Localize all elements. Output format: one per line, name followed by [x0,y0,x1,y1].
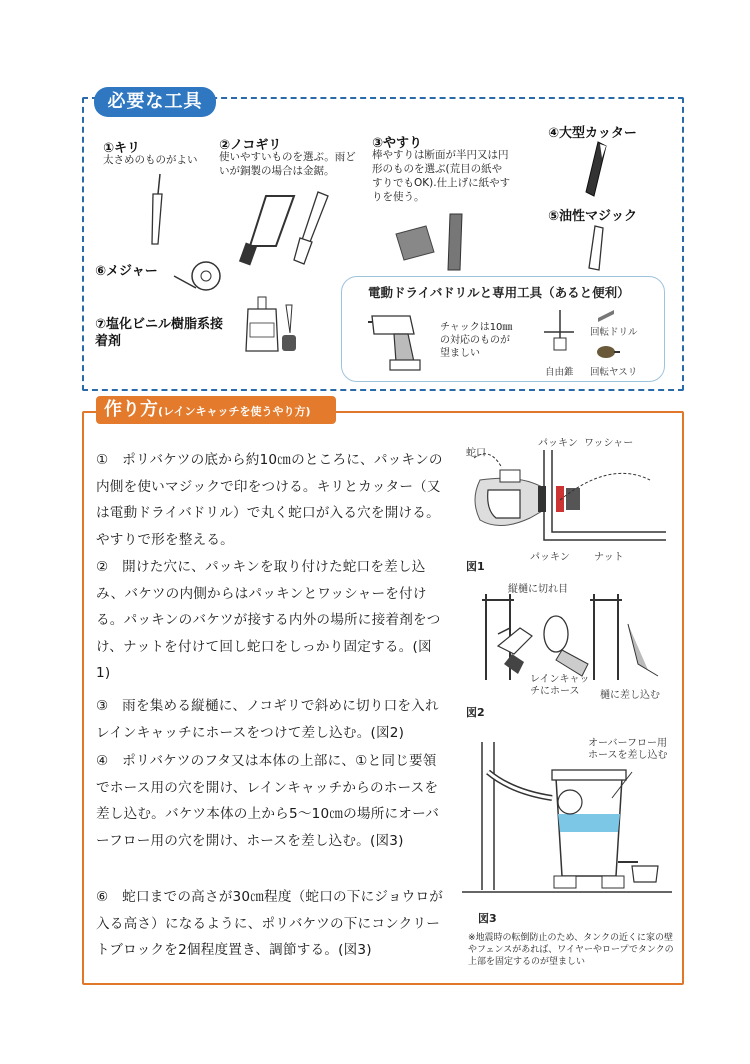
drill-note: チャックは10㎜の対応のものが望ましい [440,322,513,359]
method-title-main: 作り方 [104,399,158,420]
fig1-label-nut: ナット [594,552,624,563]
drill-bit-label: 回転ドリル [590,327,638,338]
tool-name-kiri: ①キリ [103,141,141,156]
figure-2-illustration [468,584,668,684]
marker-illustration [585,224,610,274]
drill-bit-illustration [596,308,616,322]
step-2: ② 開けた穴に、パッキンを取り付けた蛇口を差し込み、バケツの内側からはパッキンとワッシャーを付ける。パッキンのバケツが接する内外の場所に接着剤をつけ、ナットを付けて回し蛇口をしっかり固定する。(図1) [96,559,441,682]
tool-name-file: ③やすり [372,136,423,151]
tool-name-tape: ⑥メジャー [95,264,158,279]
hole-saw-label: 自由錐 [545,367,574,378]
tool-name-saw: ②ノコギリ [219,138,282,153]
fig2-label-rain-catch: レインキャッチにホース [530,674,590,697]
tool-desc-file: 棒やすりは断面が半円又は円形のものを選ぶ(荒目の紙やすりでもOK).仕上げに紙やすりを使う。 [372,149,511,203]
figure-3-illustration [462,742,672,902]
tool-desc-saw: 使いやすいものを選ぶ。雨どいが銅製の場合は金鋸。 [219,151,356,177]
fig1-label-faucet: 蛇口 [466,448,486,459]
tape-measure-illustration [170,258,230,298]
figure-1-caption: 図1 [466,560,485,573]
fig2-label-insert: 樋に差し込む [600,690,660,701]
safety-note: ※地震時の転倒防止のため、タンクの近くに家の壁やフェンスがあれば、ワイヤーやロープでタンクの上部を固定するのが望ましい [468,933,674,967]
tool-desc-kiri: 太さめのものがよい [103,154,198,166]
cutter-illustration [580,140,610,200]
step-6: ⑥ 蛇口までの高さが30㎝程度（蛇口の下にジョウロが入る高さ）になるように、ポリバケツの下にコンクリートブロックを2個程度置き、調節する。(図3) [96,889,444,959]
tool-name-adhesive: ⑦塩化ビニル樹脂系接着剤 [95,317,224,349]
step-3: ③ 雨を集める縦樋に、ノコギリで斜めに切り口を入れレインキャッチにホースをつけて差し込む。(図2) [96,698,439,741]
fig1-label-washer: ワッシャー [584,438,634,449]
rotary-file-illustration [596,344,620,360]
drill-illustration [368,310,438,372]
step-4: ④ ポリバケツのフタ又は本体の上部に、①と同じ要領でホース用の穴を開け、レインキャッチからのホースを差し込む。バケツ本体の上から5～10㎝の場所にオーバーフロー用の穴を開け、ホースを差し込む。(図3) [96,753,439,849]
file-illustration [392,212,472,272]
hole-saw-illustration [540,310,580,360]
fig2-label-slit: 縦樋に切れ目 [508,584,568,595]
tool-name-marker: ⑤油性マジック [548,209,638,224]
method-title [96,396,336,424]
figure-3-caption: 図3 [478,912,497,925]
fig1-label-packing-bottom: パッキン [530,552,570,563]
awl-illustration [140,172,170,247]
rotary-file-label: 回転ヤスリ [590,367,638,378]
figure-1-illustration [460,440,670,550]
fig3-label-overflow: オーバーフロー用ホースを差し込む [588,738,668,761]
adhesive-illustration [240,295,310,355]
saw-illustration [236,188,336,268]
tool-name-cutter: ④大型カッター [548,126,637,141]
figure-2-caption: 図2 [466,706,485,719]
method-subtitle: (レインキャッチを使うやり方) [158,405,311,418]
step-1: ① ポリバケツの底から約10㎝のところに、パッキンの内側を使いマジックで印をつける。キリとカッター（又は電動ドライバドリル）で丸く蛇口が入る穴を開ける。やすりで形を整える。 [96,452,443,548]
tools-title: 必要な工具 [94,87,216,117]
drill-title: 電動ドライバドリルと専用工具（あると便利） [368,285,630,300]
fig1-label-packing-top: パッキン [538,438,578,449]
